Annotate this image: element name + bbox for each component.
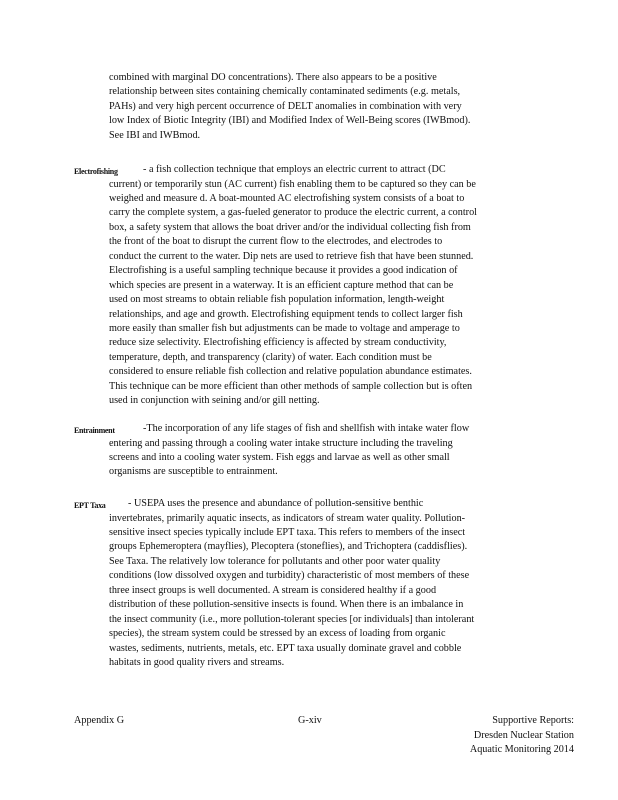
- definition-line: carry the complete system, a gas-fueled generator to produce the electric current, a control: [109, 207, 477, 219]
- footer-page-number: G-xiv: [298, 715, 322, 726]
- intro-paragraph: [109, 71, 542, 143]
- definition-line: screens and into a cooling water system. Fish eggs and larvae as well as other small: [109, 451, 450, 463]
- definition-line: conduct the current to the water. Dip nets are used to retrieve fish that have been stunned.: [109, 250, 474, 262]
- definition-line: reduce size selectivity. Electrofishing efficiency is affected by stream conductivity,: [109, 337, 447, 349]
- definition-line: three insect groups is well documented. A stream is considered healthy if a good: [109, 584, 437, 596]
- intro-line: combined with marginal DO concentrations). There also appears to be a positive: [109, 72, 437, 83]
- definition-line: entering and passing through a cooling water intake structure including the traveling: [109, 437, 453, 449]
- definition-line: relationships, and age and growth. Electrofishing equipment tends to collect larger fish: [109, 308, 463, 320]
- definition-line: more easily than smaller fish but adjustments can be made to voltage and amperage to: [109, 323, 460, 335]
- definition-line: See Taxa. The relatively low tolerance for pollutants and other poor water quality: [109, 555, 441, 567]
- footer-report-line: Aquatic Monitoring 2014: [469, 744, 574, 755]
- definition-line: groups Ephemeroptera (mayflies), Plecoptera (stoneflies), and Trichoptera (caddisflies).: [109, 541, 468, 553]
- footer-appendix-label: Appendix G: [74, 715, 125, 726]
- footer-report-line: Dresden Nuclear Station: [473, 729, 574, 741]
- electrofishing-first-line: - a fish collection technique that employs an electric current to attract (DC: [143, 164, 446, 175]
- ept-taxa-definition: [109, 512, 542, 671]
- definition-line: used on most streams to obtain reliable fish population information, length-weight: [109, 294, 445, 306]
- definition-line: conditions (low dissolved oxygen and turbidity) characteristic of most members of these: [109, 570, 470, 582]
- entrainment-first-line: -The incorporation of any life stages of fish and shellfish with intake water flow: [143, 423, 470, 434]
- definition-line: sensitive insect species typically include EPT taxa. This refers to members of the insect: [109, 526, 466, 538]
- definition-line: invertebrates, primarily aquatic insects, as indicators of stream water quality. Pollution-: [109, 512, 466, 524]
- definition-line: the front of the boat to disrupt the current flow to the electrodes, and electrodes to: [109, 236, 443, 248]
- intro-line: low Index of Biotic Integrity (IBI) and Modified Index of Well-Being scores (IWBmod).: [109, 115, 471, 127]
- definition-line: current) or temporarily stun (AC current) fish enabling them to be captured so they can be: [109, 178, 476, 190]
- definition-line: distribution of these pollution-sensitive insects is found. When there is an imbalance in: [109, 599, 464, 611]
- intro-line: PAHs) and very high percent occurrence of DELT anomalies in combination with very: [109, 100, 462, 112]
- footer-report-info: [470, 714, 574, 758]
- definition-line: considered to ensure reliable fish collection and relative population abundance estimates.: [109, 366, 472, 378]
- definition-line: Electrofishing is a useful sampling technique because it provides a good indication of: [109, 265, 458, 277]
- glossary-term-entrainment: Entrainment: [74, 426, 115, 435]
- electrofishing-definition: [109, 178, 542, 409]
- intro-line: relationship between sites containing chemically contaminated sediments (e.g. metals,: [109, 86, 461, 98]
- definition-line: habitats in good quality rivers and streams.: [109, 657, 285, 669]
- definition-line: weighed and measure d. A boat-mounted AC electrofishing system consists of a boat to: [109, 192, 465, 204]
- glossary-term-ept-taxa: EPT Taxa: [74, 501, 106, 510]
- definition-line: wastes, sediments, nutrients, metals, etc. EPT taxa usually dominate gravel and cobble: [109, 642, 462, 654]
- definition-line: the insect community (i.e., more pollution-tolerant species [or individuals] than intolerant: [109, 613, 475, 625]
- ept-taxa-first-line: - USEPA uses the presence and abundance of pollution-sensitive benthic: [128, 498, 424, 509]
- definition-line: organisms are susceptible to entrainment.: [109, 466, 278, 478]
- definition-line: species), the stream system could be stressed by an excess of loading from organic: [109, 628, 446, 640]
- entrainment-definition: [109, 437, 529, 480]
- glossary-term-electrofishing: Electrofishing: [74, 167, 118, 176]
- definition-line: This technique can be more efficient than other methods of sample collection but is often: [109, 380, 473, 392]
- definition-line: temperature, depth, and transparency (clarity) of water. Each condition must be: [109, 351, 432, 363]
- definition-line: used in conjunction with seining and/or gill netting.: [109, 395, 320, 407]
- intro-line: See IBI and IWBmod.: [109, 129, 201, 141]
- definition-line: which species are present in a waterway. It is an efficient capture method that can be: [109, 279, 454, 291]
- definition-line: box, a safety system that allows the boat driver and/or the individual collecting fish from: [109, 221, 471, 233]
- footer-report-line: Supportive Reports:: [492, 715, 574, 726]
